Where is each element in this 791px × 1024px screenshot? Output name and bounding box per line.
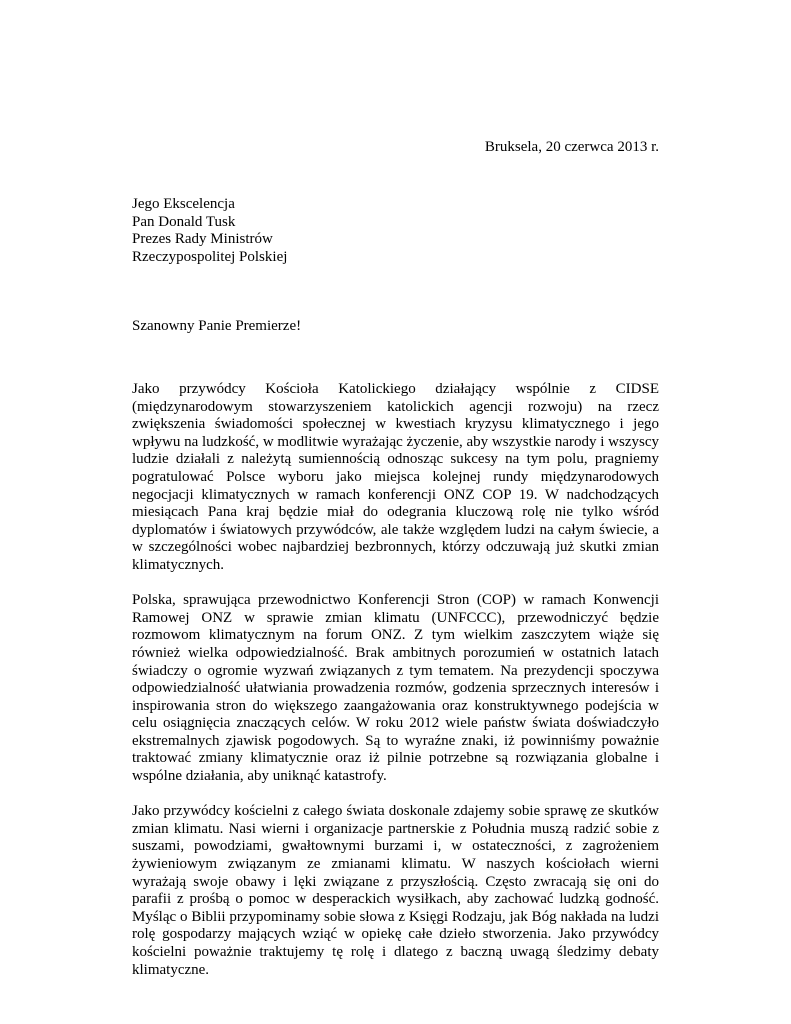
date-line: Bruksela, 20 czerwca 2013 r. <box>484 139 659 155</box>
salutation: Szanowny Panie Premierze! <box>132 318 302 334</box>
recipient-line: Jego Ekscelencja <box>132 196 235 212</box>
recipient-block <box>132 196 532 266</box>
recipient-line: Rzeczypospolitej Polskiej <box>132 248 288 265</box>
recipient-line: Prezes Rady Ministrów <box>132 231 273 247</box>
letter-body <box>132 381 659 997</box>
recipient-line: Pan Donald Tusk <box>132 213 236 230</box>
body-paragraph: Jako przywódcy kościelni z całego świata doskonale zdajemy sobie sprawę ze skutków zmian klimatu. Nasi wierni i organizacje partnerskie z Południa muszą radzić sobie z suszami, powodziami, gwałtownymi burzami i, w ostateczności, z zagrożeniem żywieniowym związanym ze zmianami klimatu. W naszych kościołach wierni wyrażają swoje obawy i lęki związane z przyszłością. Często zwracają się oni do parafii z prośbą o pomoc w desperackich wysiłkach, aby zachować ludzką godność. Myśląc o Biblii przypominamy sobie słowa z Księgi Rodzaju, jak Bóg nakłada na ludzi rolę gospodarzy mających wziąć w opiekę całe dzieło stworzenia. Jako przywódcy kościelni poważnie traktujemy tę rolę i dlatego z baczną uwagą śledzimy debaty klimatyczne. <box>132 803 659 978</box>
body-paragraph: Jako przywódcy Kościoła Katolickiego działający wspólnie z CIDSE (międzynarodowym stowarzyszeniem katolickich agencji rozwoju) na rzecz zwiększenia świadomości społecznej w kwestiach kryzysu klimatycznego i jego wpływu na ludzkość, w modlitwie wyrażając życzenie, aby wszystkie narody i wszyscy ludzie działali z należytą sumiennością odnosząc sukcesy na tym polu, pragniemy pogratulować Polsce wyboru jako miejsca kolejnej rundy międzynarodowych negocjacji klimatycznych w ramach konferencji ONZ COP 19. W nadchodzących miesiącach Pana kraj będzie miał do odegrania kluczową rolę nie tylko wśród dyplomatów i światowych przywódców, ale także względem ludzi na całym świecie, a w szczególności wobec najbardziej bezbronnych, którzy odczuwają już skutki zmian klimatycznych. <box>132 381 659 573</box>
body-paragraph: Polska, sprawująca przewodnictwo Konferencji Stron (COP) w ramach Konwencji Ramowej ONZ w sprawie zmian klimatu (UNFCCC), przewodniczyć będzie rozmowom klimatycznym na forum ONZ. Z tym wielkim zaszczytem wiąże się również wielka odpowiedzialność. Brak ambitnych porozumień w ostatnich latach świadczy o ogromie wyzwań związanych z tym tematem. Na prezydencji spoczywa odpowiedzialność ułatwiania prowadzenia rozmów, godzenia sprzecznych interesów i inspirowania stron do większego zaangażowania oraz konstruktywnego podejścia w celu osiągnięcia znaczących celów. W roku 2012 wiele państw świata doświadczyło ekstremalnych zjawisk pogodowych. Są to wyraźne znaki, iż powinniśmy poważnie traktować zmiany klimatycznie oraz iż pilnie potrzebne są rozwiązania globalne i wspólne działania, aby uniknąć katastrofy. <box>132 592 659 785</box>
